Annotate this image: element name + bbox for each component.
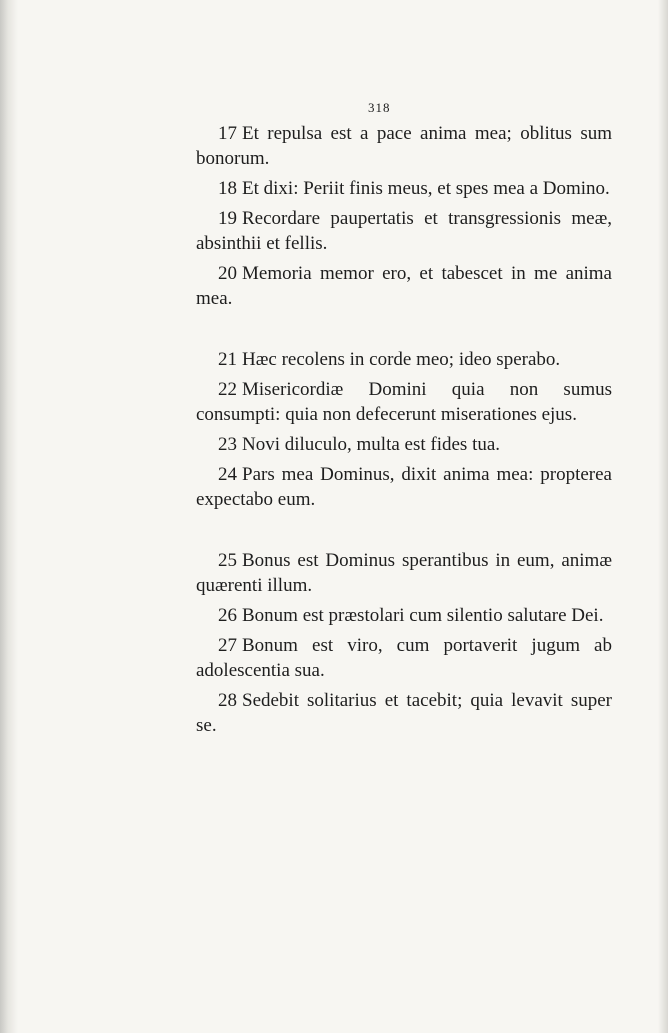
stanza-1 bbox=[196, 121, 612, 311]
verse-text: Misericordiæ Domini quia non sumus consumpti: quia non defecerunt miserationes ejus. bbox=[196, 379, 612, 425]
verse-18 bbox=[196, 176, 612, 201]
verse-number: 21 bbox=[218, 349, 237, 370]
verse-number: 24 bbox=[218, 464, 237, 485]
verse-text: Bonum est viro, cum portaverit jugum ab adolescentia sua. bbox=[196, 635, 612, 681]
page-number: 318 bbox=[368, 100, 391, 115]
verse-text: Novi diluculo, multa est fides tua. bbox=[242, 434, 501, 455]
stanza-3 bbox=[196, 548, 612, 738]
verse-23 bbox=[196, 432, 612, 457]
verse-text: Sedebit solitarius et tacebit; quia levavit super se. bbox=[196, 690, 612, 736]
verse-number: 18 bbox=[218, 178, 237, 199]
verse-number: 19 bbox=[218, 208, 237, 229]
stanza-2 bbox=[196, 347, 612, 512]
verse-number: 23 bbox=[218, 434, 237, 455]
verse-number: 20 bbox=[218, 263, 237, 284]
page-gutter-shadow bbox=[0, 0, 18, 1033]
verse-number: 28 bbox=[218, 690, 237, 711]
verse-text-block bbox=[196, 121, 612, 743]
verse-text: Bonum est præstolari cum silentio salutare Dei. bbox=[242, 605, 604, 626]
verse-number: 27 bbox=[218, 635, 237, 656]
verse-26 bbox=[196, 603, 612, 628]
verse-27 bbox=[196, 633, 612, 683]
verse-number: 17 bbox=[218, 123, 237, 144]
verse-24 bbox=[196, 462, 612, 512]
verse-number: 25 bbox=[218, 550, 237, 571]
verse-text: Recordare paupertatis et transgressionis meæ, absinthii et fellis. bbox=[196, 208, 612, 254]
verse-17 bbox=[196, 121, 612, 171]
verse-text: Memoria memor ero, et tabescet in me anima mea. bbox=[196, 263, 612, 309]
verse-20 bbox=[196, 261, 612, 311]
verse-25 bbox=[196, 548, 612, 598]
verse-number: 26 bbox=[218, 605, 237, 626]
page-edge-shadow bbox=[658, 0, 668, 1033]
verse-19 bbox=[196, 206, 612, 256]
verse-text: Pars mea Dominus, dixit anima mea: propterea expectabo eum. bbox=[196, 464, 612, 510]
verse-21 bbox=[196, 347, 612, 372]
verse-text: Bonus est Dominus sperantibus in eum, animæ quærenti illum. bbox=[196, 550, 612, 596]
verse-text: Et repulsa est a pace anima mea; oblitus sum bonorum. bbox=[196, 123, 612, 169]
verse-number: 22 bbox=[218, 379, 237, 400]
verse-text: Hæc recolens in corde meo; ideo sperabo. bbox=[242, 349, 561, 370]
verse-text: Et dixi: Periit finis meus, et spes mea a Domino. bbox=[242, 178, 610, 199]
verse-22 bbox=[196, 377, 612, 427]
verse-28 bbox=[196, 688, 612, 738]
